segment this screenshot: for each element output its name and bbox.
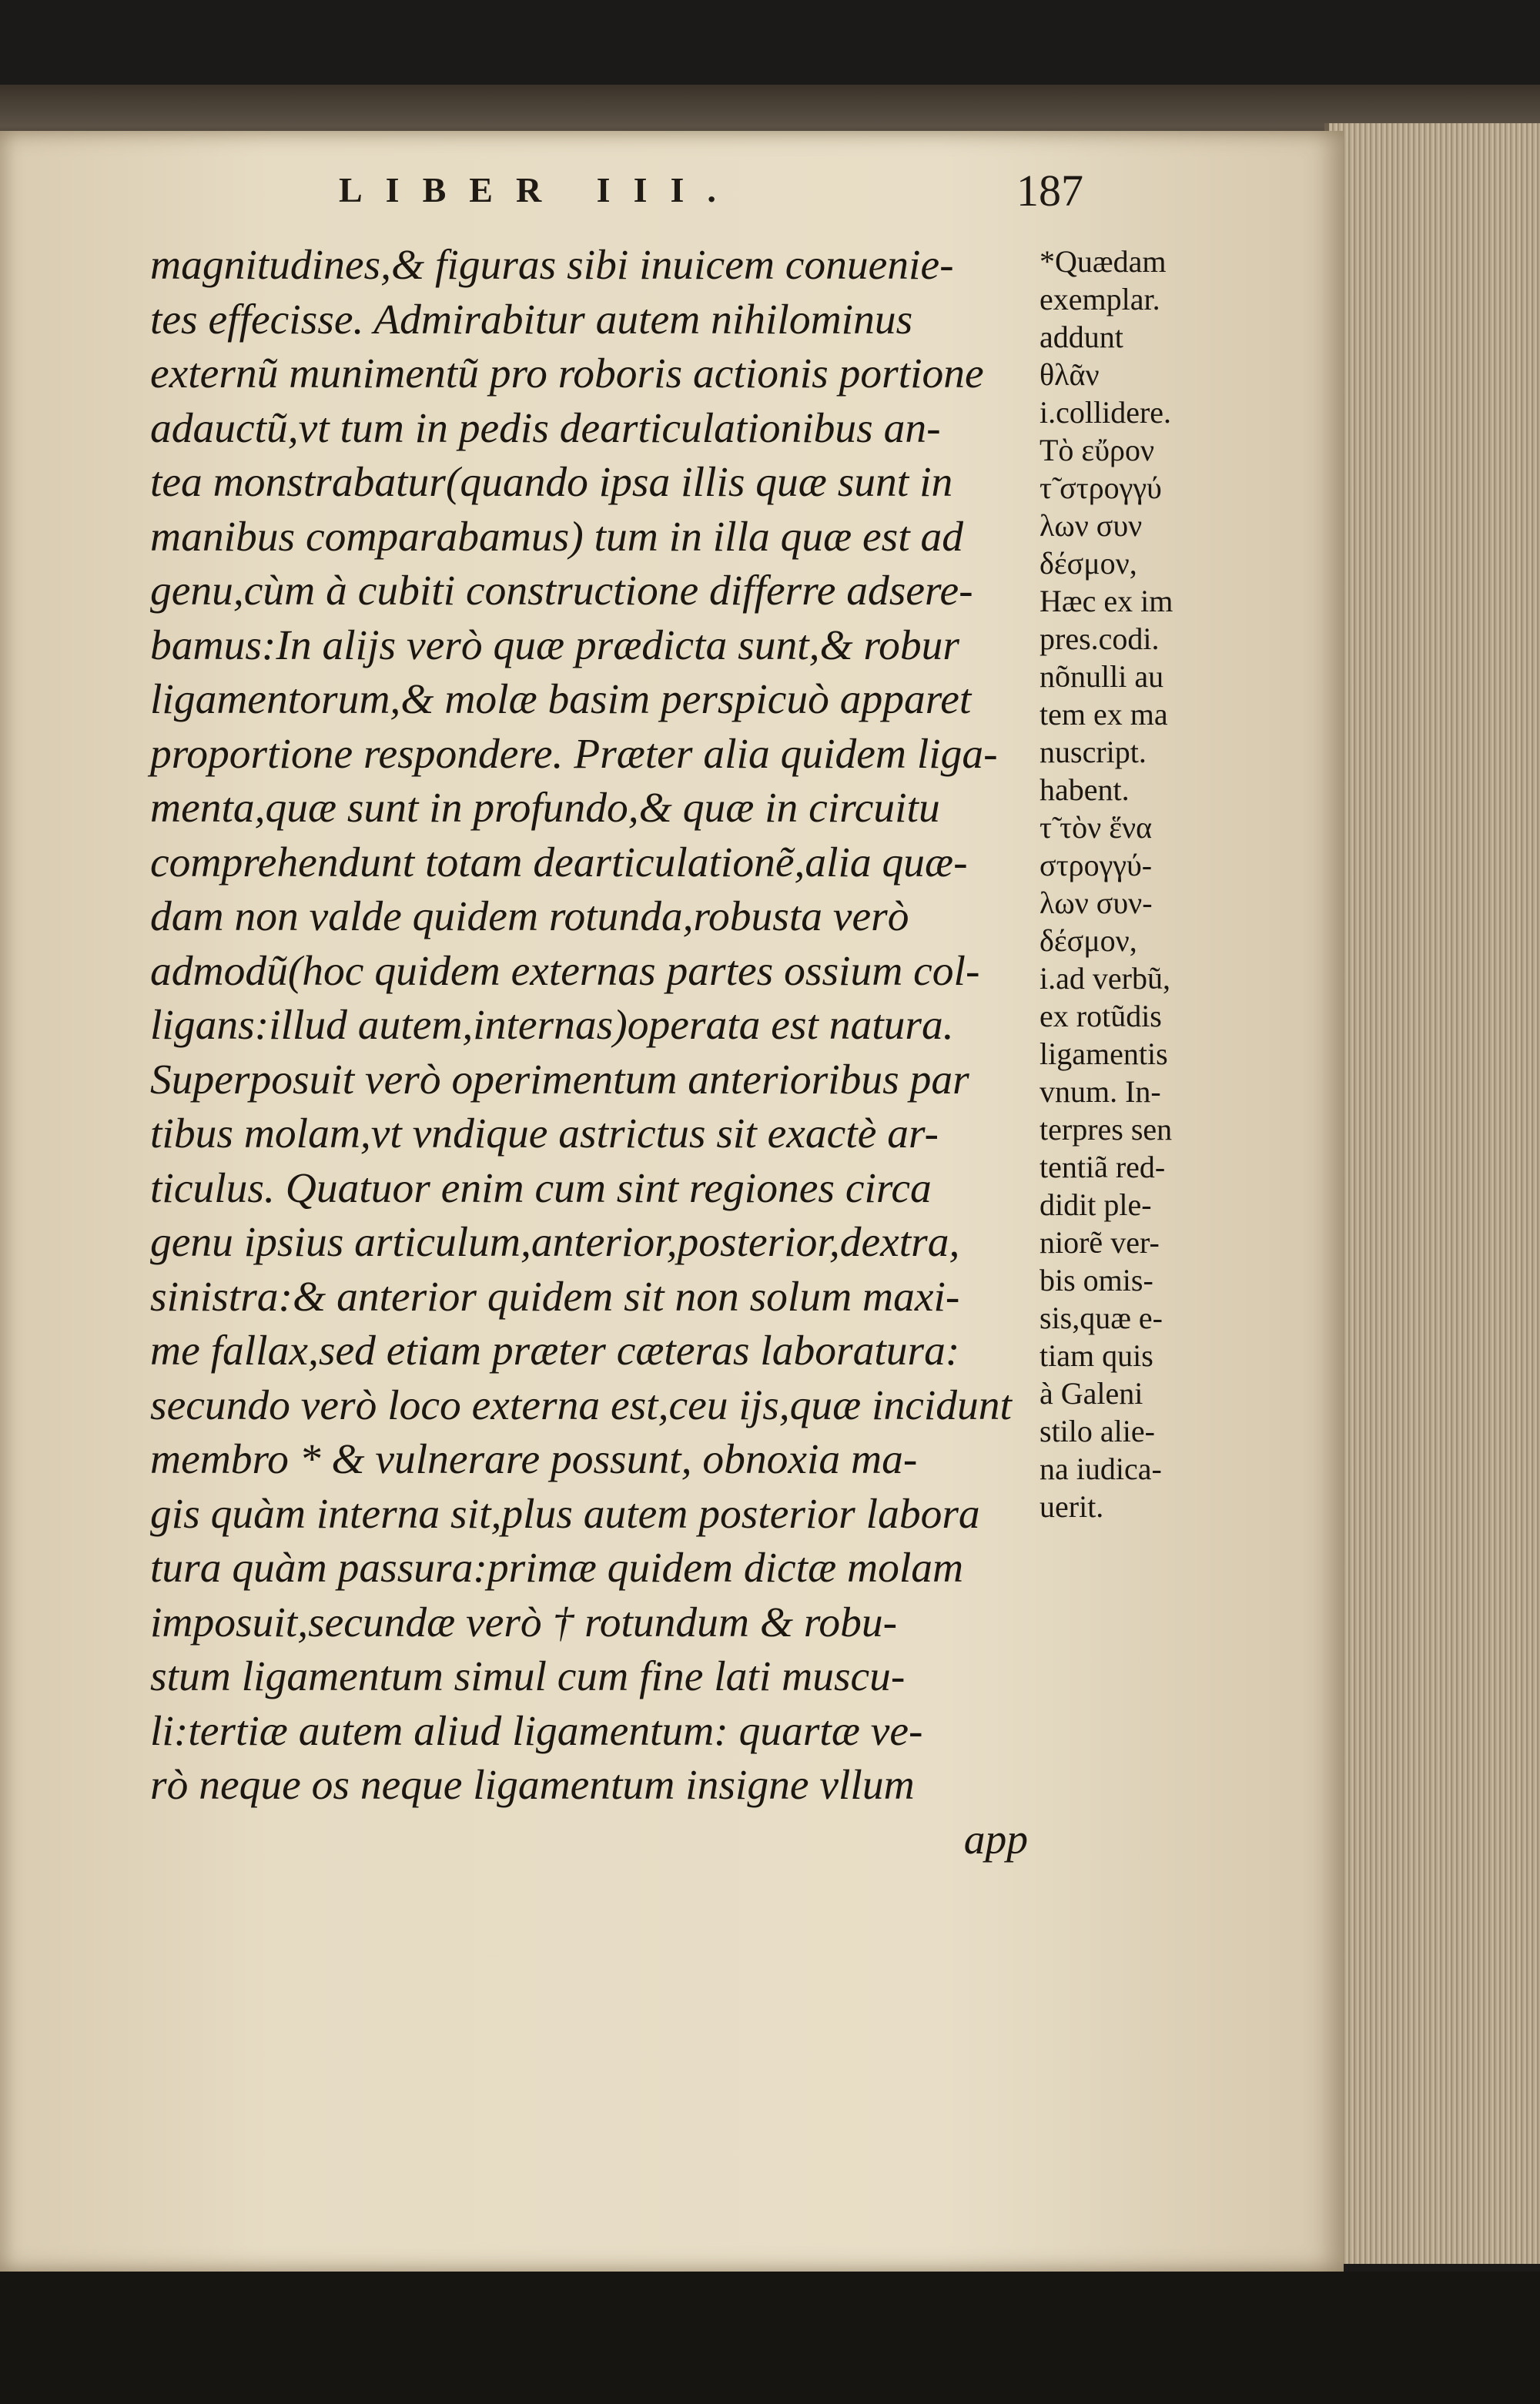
- text-line: adauctũ,vt tum in pedis dearticulationibus an-: [150, 404, 941, 452]
- page-header: [339, 166, 1109, 223]
- text-line: stum ligamentum simul cum fine lati muscu-: [150, 1653, 906, 1700]
- text-line: ligans:illud autem,internas)operata est natura.: [150, 1002, 954, 1049]
- margin-line: sis,quæ e-: [1040, 1301, 1163, 1335]
- text-line: menta,quæ sunt in profundo,& quæ in circuitu: [150, 785, 940, 832]
- text-line: Superposuit verò operimentum anterioribus par: [150, 1056, 969, 1103]
- text-line: ticulus. Quatuor enim cum sint regiones circa: [150, 1164, 932, 1212]
- margin-line: tiam quis: [1040, 1338, 1153, 1373]
- text-line: li:tertiæ autem aliud ligamentum: quartæ ve-: [150, 1707, 923, 1755]
- text-line: manibus comparabamus) tum in illa quæ est ad: [150, 513, 964, 561]
- margin-line: λων συν: [1040, 508, 1143, 543]
- margin-line: Τὸ εὔρον: [1040, 433, 1155, 467]
- text-line: tes effecisse. Admirabitur autem nihilominus: [150, 296, 913, 343]
- margin-line: ligamentis: [1040, 1036, 1168, 1071]
- margin-line: Hæc ex im: [1040, 584, 1173, 618]
- margin-line: à Galeni: [1040, 1376, 1143, 1411]
- text-line: admodũ(hoc quidem externas partes ossium col-: [150, 947, 980, 995]
- margin-line: στρογγύ-: [1040, 848, 1153, 882]
- margin-line: terpres sen: [1040, 1112, 1173, 1147]
- margin-line: ex rotũdis: [1040, 999, 1162, 1033]
- margin-line: bis omis-: [1040, 1263, 1153, 1297]
- margin-line: λων συν-: [1040, 886, 1153, 920]
- margin-line: didit ple-: [1040, 1187, 1152, 1222]
- margin-line: δέσμον,: [1040, 923, 1137, 958]
- text-line: genu ipsius articulum,anterior,posterior,dextra,: [150, 1219, 960, 1266]
- margin-line: tem ex ma: [1040, 697, 1168, 732]
- margin-line: i.collidere.: [1040, 395, 1172, 430]
- text-line: membro * & vulnerare possunt, obnoxia ma-: [150, 1436, 918, 1483]
- text-line: me fallax,sed etiam præter cæteras laboratura:: [150, 1328, 960, 1374]
- text-line: magnitudines,& figuras sibi inuicem conuenie-: [150, 242, 954, 289]
- text-line: bamus:In alijs verò quæ prædicta sunt,& robur: [150, 621, 959, 669]
- page-number: 187: [1016, 166, 1083, 216]
- catchword: app: [963, 1816, 1028, 1863]
- text-line: secundo verò loco externa est,ceu ijs,quæ incidunt: [150, 1381, 1012, 1429]
- text-line: rò neque os neque ligamentum insigne vllum: [150, 1762, 915, 1809]
- text-line: comprehendunt totam dearticulationẽ,alia quæ-: [150, 839, 968, 886]
- margin-line: uerit.: [1040, 1489, 1104, 1524]
- margin-line: habent.: [1040, 772, 1130, 807]
- background-bottom: [0, 2272, 1540, 2404]
- margin-line: θλᾶν: [1040, 357, 1100, 392]
- text-line: tibus molam,vt vndique astrictus sit exactè ar-: [150, 1110, 939, 1157]
- running-head: LIBER III.: [339, 170, 739, 209]
- text-line: tura quàm passura:primæ quidem dictæ molam: [150, 1545, 964, 1592]
- margin-line: tentiã red-: [1040, 1150, 1166, 1184]
- margin-line: nuscript.: [1040, 735, 1147, 769]
- text-line: dam non valde quidem rotunda,robusta verò: [150, 893, 909, 940]
- text-line: sinistra:& anterior quidem sit non solum maxi-: [150, 1273, 960, 1321]
- margin-line: *Quædam: [1040, 244, 1167, 279]
- margin-line: i.ad verbũ,: [1040, 961, 1170, 996]
- text-line: ligamentorum,& molæ basim perspicuò apparet: [150, 676, 972, 723]
- margin-line: τ̃ τὸν ἕνα: [1040, 810, 1153, 845]
- margin-line: δέσμον,: [1040, 546, 1137, 581]
- main-text-block: [150, 239, 1043, 1867]
- margin-line: addunt: [1040, 320, 1123, 354]
- text-line: proportione respondere. Præter alia quidem liga-: [150, 730, 998, 778]
- margin-line: pres.codi.: [1040, 621, 1160, 656]
- marginal-note: [1040, 243, 1263, 1525]
- text-line: gis quàm interna sit,plus autem posterior labora: [150, 1490, 980, 1538]
- margin-line: stilo alie-: [1040, 1414, 1155, 1448]
- margin-line: vnum. In-: [1040, 1074, 1161, 1109]
- margin-line: niorẽ ver-: [1040, 1225, 1160, 1260]
- margin-line: na iudica-: [1040, 1451, 1162, 1486]
- margin-line: exemplar.: [1040, 282, 1160, 316]
- margin-line: nõnulli au: [1040, 659, 1164, 694]
- page-edges: [1324, 123, 1540, 2264]
- text-line: imposuit,secundæ verò † rotundum & robu-: [150, 1599, 898, 1646]
- text-line: externũ munimentũ pro roboris actionis portione: [150, 350, 984, 397]
- margin-line: τ̃ στρογγύ: [1040, 470, 1162, 505]
- text-line: tea monstrabatur(quando ipsa illis quæ sunt in: [150, 459, 953, 506]
- text-line: genu,cùm à cubiti constructione differre adsere-: [150, 568, 973, 614]
